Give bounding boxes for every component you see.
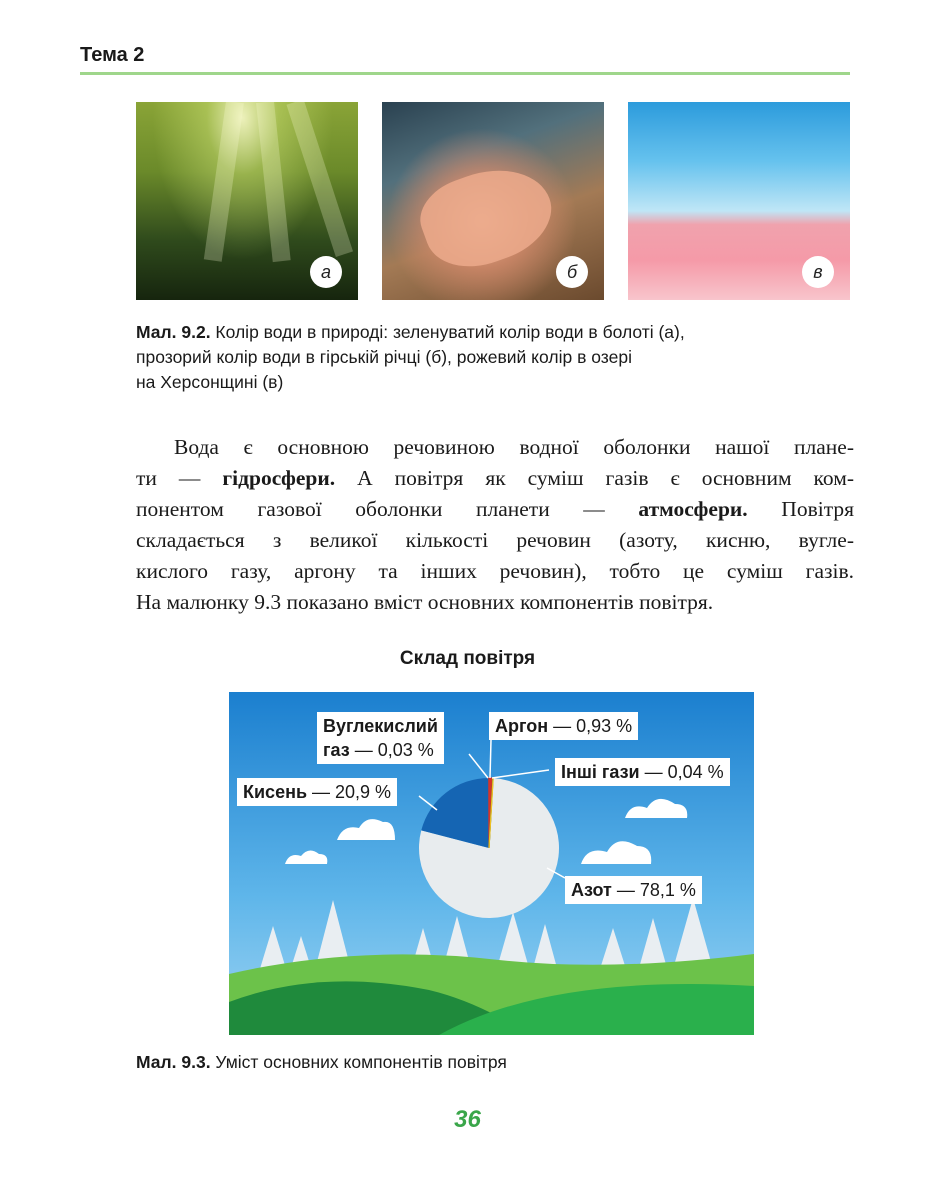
label-argon — [489, 712, 638, 740]
figure-caption-9-3 — [136, 1050, 507, 1075]
chart-svg — [229, 692, 754, 1035]
paragraph-line — [136, 463, 854, 494]
text-run: ти — — [136, 466, 223, 490]
paragraph-line: На малюнку 9.3 показано вміст основних компонентів повітря. — [136, 590, 714, 614]
label-value: — 0,93 % — [548, 716, 633, 736]
label-carbon-dioxide — [317, 712, 444, 764]
caption-text: Колір води в природі: зеленуватий колір води в болоті (а), — [210, 322, 685, 342]
label-name: Вуглекислий — [323, 716, 438, 736]
page-number: 36 — [454, 1106, 481, 1133]
chart-title: Склад повітря — [399, 648, 536, 669]
text-run: А повітря як суміш газів є основним ком- — [335, 466, 855, 490]
label-other-gases — [555, 758, 730, 786]
hand-shape — [411, 152, 564, 281]
leader-line — [490, 740, 491, 778]
caption-line: прозорий колір води в гірській річці (б), рожевий колір в озері — [136, 347, 632, 367]
term-hydrosphere: гідросфери. — [222, 466, 336, 490]
label-nitrogen — [565, 876, 702, 904]
light-ray — [256, 102, 291, 262]
label-name: газ — [323, 740, 350, 760]
light-ray — [286, 102, 353, 257]
photo-badge-b: б — [556, 256, 588, 288]
label-value: — 20,9 % — [307, 782, 392, 802]
label-name: Кисень — [243, 782, 308, 802]
paragraph-line — [136, 494, 854, 525]
air-composition-chart — [229, 692, 754, 1035]
label-value: — 0,04 % — [639, 762, 724, 782]
header-rule — [80, 72, 850, 75]
caption-label: Мал. 9.2. — [136, 322, 211, 342]
caption-line: на Херсонщині (в) — [136, 372, 284, 392]
pink-lake-photo — [628, 102, 850, 300]
label-name: Аргон — [495, 716, 549, 736]
caption-line — [136, 320, 836, 345]
caption-label: Мал. 9.3. — [136, 1052, 211, 1072]
topic-header: Тема 2 — [80, 44, 145, 66]
swamp-water-photo — [136, 102, 358, 300]
pie-chart — [419, 778, 559, 918]
photo-badge-a: а — [310, 256, 342, 288]
body-paragraph — [136, 432, 854, 618]
paragraph-line: складається з великої кількості речовин (азоту, кисню, вугле- — [136, 528, 854, 552]
text-run: Повітря — [747, 497, 854, 521]
text-run: понентом газової оболонки планети — — [136, 497, 639, 521]
label-value: — 78,1 % — [611, 880, 696, 900]
caption-text: Уміст основних компонентів повітря — [210, 1052, 507, 1072]
mountain-river-photo — [382, 102, 604, 300]
label-name: Інші гази — [561, 762, 640, 782]
label-name: Азот — [571, 880, 612, 900]
paragraph-line: кислого газу, аргону та інших речовин), тобто це суміш газів. — [136, 559, 854, 583]
label-oxygen — [237, 778, 397, 806]
light-ray — [204, 102, 244, 262]
figure-caption-9-2 — [136, 320, 836, 395]
paragraph-line: Вода є основною речовиною водної оболонки нашої плане- — [174, 435, 854, 459]
label-value: — 0,03 % — [349, 740, 434, 760]
photo-badge-c: в — [802, 256, 834, 288]
term-atmosphere: атмосфери. — [638, 497, 748, 521]
